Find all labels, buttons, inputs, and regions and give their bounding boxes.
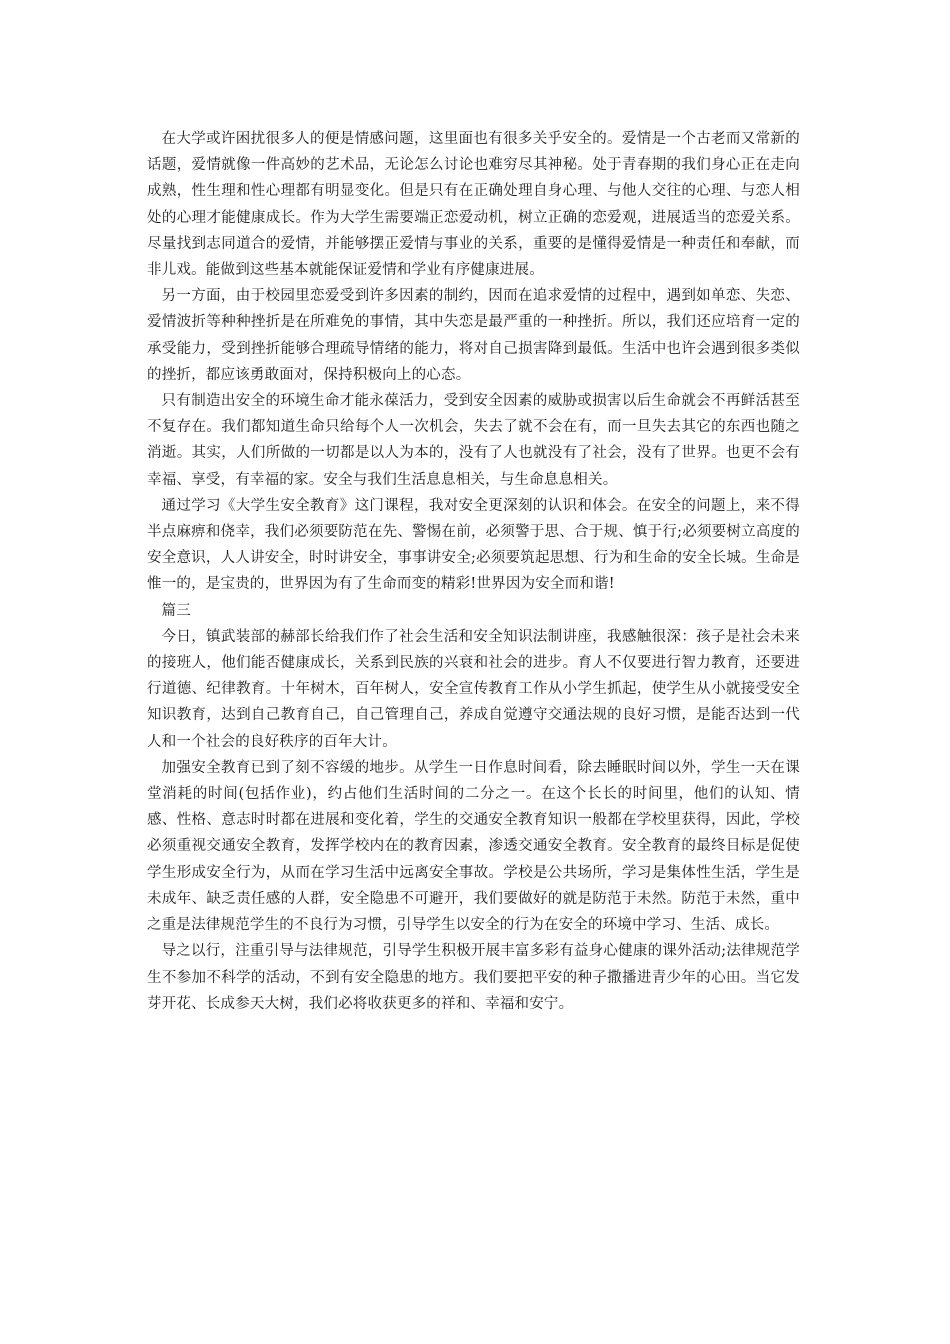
paragraph: 通过学习《大学生安全教育》这门课程，我对安全更深刻的认识和体会。在安全的问题上，来不得半点麻痹和侥幸，我们必须要防范在先、警惕在前，必须警于思、合于规、慎于行;必须要树立高度的安全意识，人人讲安全，时时讲安全，事事讲安全;必须要筑起思想、行为和生命的安全长城。生命是惟一的，是宝贵的，世界因为有了生命而变的精彩!世界因为安全而和谐! (147, 497, 800, 593)
paragraph: 另一方面，由于校园里恋爱受到许多因素的制约，因而在追求爱情的过程中，遇到如单恋、失恋、爱情波折等种种挫折是在所难免的事情，其中失恋是最严重的一种挫折。所以，我们还应培育一定的承受能力，受到挫折能够合理疏导情绪的能力，将对自己损害降到最低。生活中也许会遇到很多类似的挫折，都应该勇敢面对，保持积极向上的心态。 (147, 288, 800, 383)
paragraph: 加强安全教育已到了刻不容缓的地步。从学生一日作息时间看，除去睡眠时间以外，学生一天在课堂消耗的时间(包括作业)，约占他们生活时间的二分之一。在这个长长的时间里，他们的认知、情感、性格、意志时时都在进展和变化着，学生的交通安全教育知识一般都在学校里获得，因此，学校必须重视交通安全教育，发挥学校内在的教育因素，渗透交通安全教育。安全教育的最终目标是促使学生形成安全行为，从而在学习生活中远离安全事故。学校是公共场所，学习是集体性生活，学生是未成年、缺乏责任感的人群，安全隐患不可避开，我们要做好的就是防范于未然。防范于未然，重中之重是法律规范学生的不良行为习惯，引导学生以安全的行为在安全的环境中学习、生活、成长。 (147, 759, 800, 934)
document-body (147, 126, 800, 1017)
paragraph: 只有制造出安全的环境生命才能永葆活力，受到安全因素的威胁或损害以后生命就会不再鲜活甚至不复存在。我们都知道生命只给每个人一次机会，失去了就不会在有，而一旦失去其它的东西也随之消逝。其实，人们所做的一切都是以人为本的，没有了人也就没有了社会，没有了世界。也更不会有幸福、享受，有幸福的家。安全与我们生活息息相关，与生命息息相关。 (147, 393, 800, 488)
paragraph: 在大学或许困扰很多人的便是情感问题，这里面也有很多关乎安全的。爱情是一个古老而又常新的话题，爱情就像一件高妙的艺术品，无论怎么讨论也难穷尽其神秘。处于青春期的我们身心正在走向成熟，性生理和性心理都有明显变化。但是只有在正确处理自身心理、与他人交往的心理、与恋人相处的心理才能健康成长。作为大学生需要端正恋爱动机，树立正确的恋爱观，进展适当的恋爱关系。尽量找到志同道合的爱情，并能够摆正爱情与事业的关系，重要的是懂得爱情是一种责任和奉献，而非儿戏。能做到这些基本就能保证爱情和学业有序健康进展。 (147, 131, 800, 279)
paragraph: 今日，镇武装部的赫部长给我们作了社会生活和安全知识法制讲座，我感触很深：孩子是社会未来的接班人，他们能否健康成长，关系到民族的兴衰和社会的进步。育人不仅要进行智力教育，还要进行道德、纪律教育。十年树木，百年树人，安全宣传教育工作从小学生抓起，使学生从小就接受安全知识教育，达到自己教育自己，自己管理自己，养成自觉遵守交通法规的良好习惯，是能否达到一代人和一个社会的良好秩序的百年大计。 (147, 628, 800, 750)
paragraph: 导之以行，注重引导与法律规范，引导学生积极开展丰富多彩有益身心健康的课外活动;法律规范学生不参加不科学的活动，不到有安全隐患的地方。我们要把平安的种子撒播进青少年的心田。当它发芽开花、长成参天大树，我们必将收获更多的祥和、幸福和安宁。 (147, 943, 800, 1012)
section-title: 篇三 (161, 602, 191, 619)
